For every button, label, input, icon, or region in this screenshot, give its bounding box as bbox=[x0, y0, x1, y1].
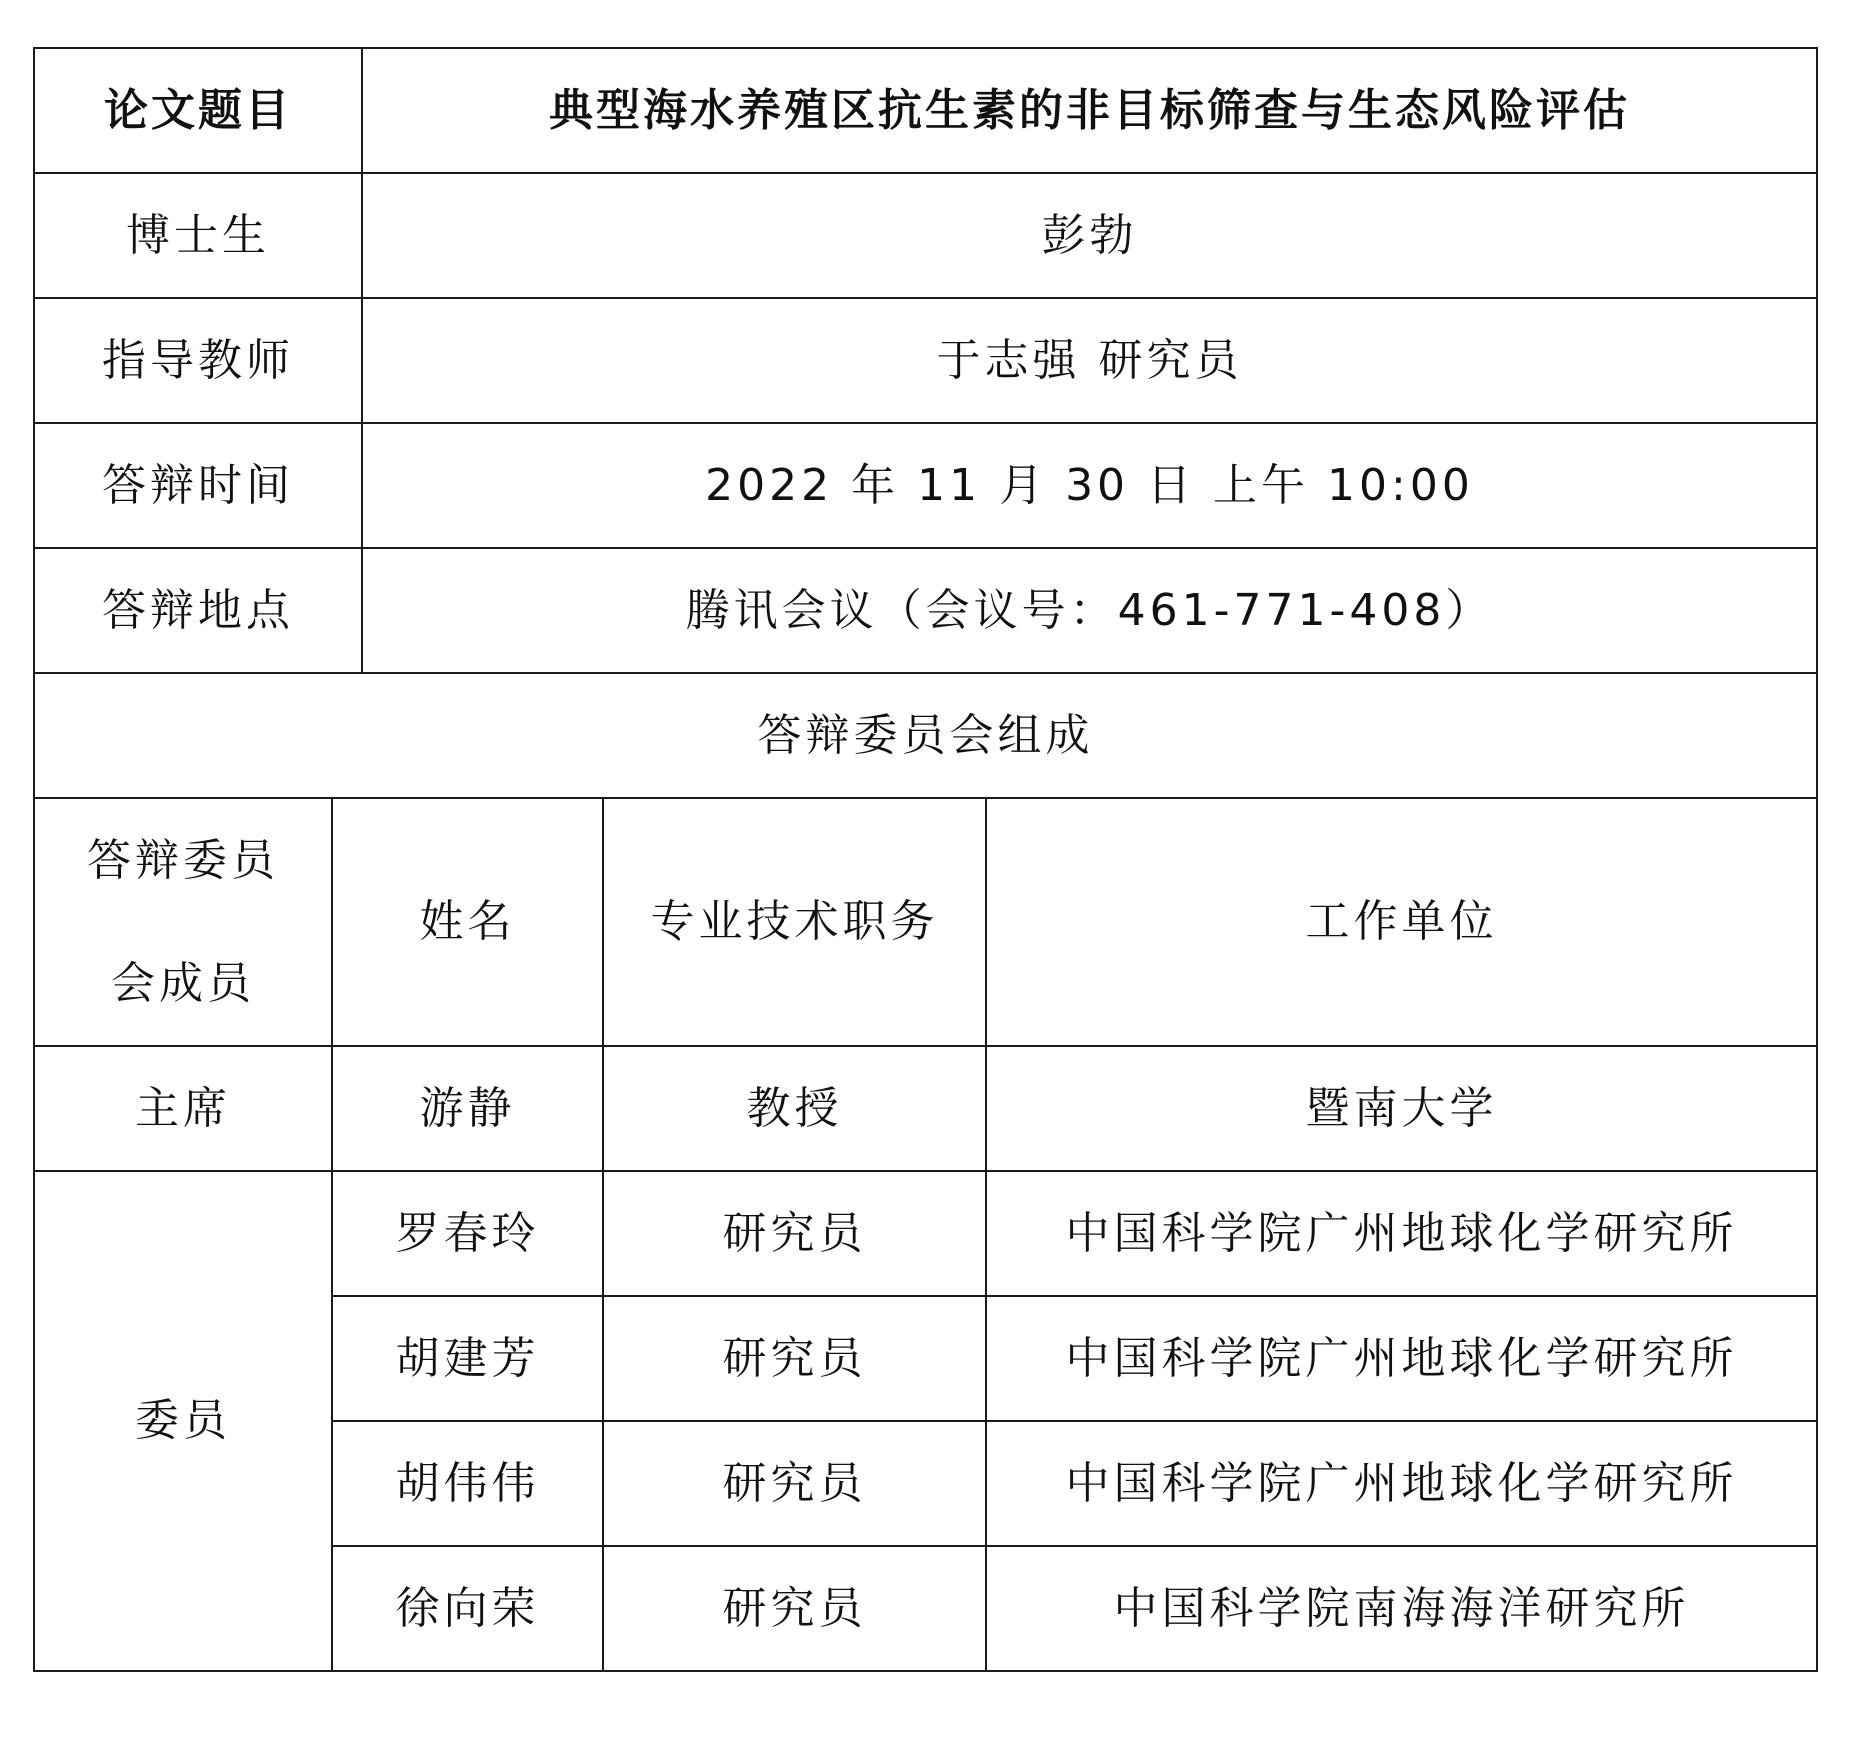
thesis-title-label: 论文题目 bbox=[34, 48, 362, 173]
member-unit: 中国科学院广州地球化学研究所 bbox=[986, 1421, 1817, 1546]
member-title: 研究员 bbox=[603, 1296, 986, 1421]
member-row bbox=[34, 1171, 1817, 1296]
member-name: 罗春玲 bbox=[332, 1171, 603, 1296]
thesis-title-value: 典型海水养殖区抗生素的非目标筛查与生态风险评估 bbox=[362, 48, 1817, 173]
member-unit: 中国科学院南海海洋研究所 bbox=[986, 1546, 1817, 1671]
member-name: 胡建芳 bbox=[332, 1296, 603, 1421]
student-value: 彭勃 bbox=[362, 173, 1817, 298]
member-title: 研究员 bbox=[603, 1171, 986, 1296]
defense-location-label: 答辩地点 bbox=[34, 548, 362, 673]
committee-members-label-line2: 会成员 bbox=[111, 958, 255, 1009]
chair-unit: 暨南大学 bbox=[986, 1046, 1817, 1171]
header-name: 姓名 bbox=[332, 798, 603, 1046]
chair-row bbox=[34, 1046, 1817, 1171]
committee-section-row bbox=[34, 673, 1817, 798]
member-unit: 中国科学院广州地球化学研究所 bbox=[986, 1296, 1817, 1421]
header-title: 专业技术职务 bbox=[603, 798, 986, 1046]
chair-role: 主席 bbox=[34, 1046, 332, 1171]
header-unit: 工作单位 bbox=[986, 798, 1817, 1046]
advisor-row bbox=[34, 298, 1817, 423]
defense-time-row bbox=[34, 423, 1817, 548]
member-role: 委员 bbox=[34, 1171, 332, 1671]
committee-section-title: 答辩委员会组成 bbox=[34, 673, 1817, 798]
student-label: 博士生 bbox=[34, 173, 362, 298]
member-unit: 中国科学院广州地球化学研究所 bbox=[986, 1171, 1817, 1296]
committee-members-label-line1: 答辩委员 bbox=[87, 835, 279, 886]
member-name: 徐向荣 bbox=[332, 1546, 603, 1671]
advisor-value: 于志强 研究员 bbox=[362, 298, 1817, 423]
member-title: 研究员 bbox=[603, 1546, 986, 1671]
thesis-title-row bbox=[34, 48, 1817, 173]
defense-location-row bbox=[34, 548, 1817, 673]
advisor-label: 指导教师 bbox=[34, 298, 362, 423]
committee-members-label bbox=[34, 798, 332, 1046]
chair-name: 游静 bbox=[332, 1046, 603, 1171]
committee-header-row bbox=[34, 798, 1817, 1046]
defense-location-value: 腾讯会议（会议号：461-771-408） bbox=[362, 548, 1817, 673]
student-row bbox=[34, 173, 1817, 298]
defense-time-label: 答辩时间 bbox=[34, 423, 362, 548]
member-name: 胡伟伟 bbox=[332, 1421, 603, 1546]
chair-title: 教授 bbox=[603, 1046, 986, 1171]
defense-time-value: 2022 年 11 月 30 日 上午 10:00 bbox=[362, 423, 1817, 548]
defense-info-table bbox=[33, 47, 1818, 1672]
member-title: 研究员 bbox=[603, 1421, 986, 1546]
